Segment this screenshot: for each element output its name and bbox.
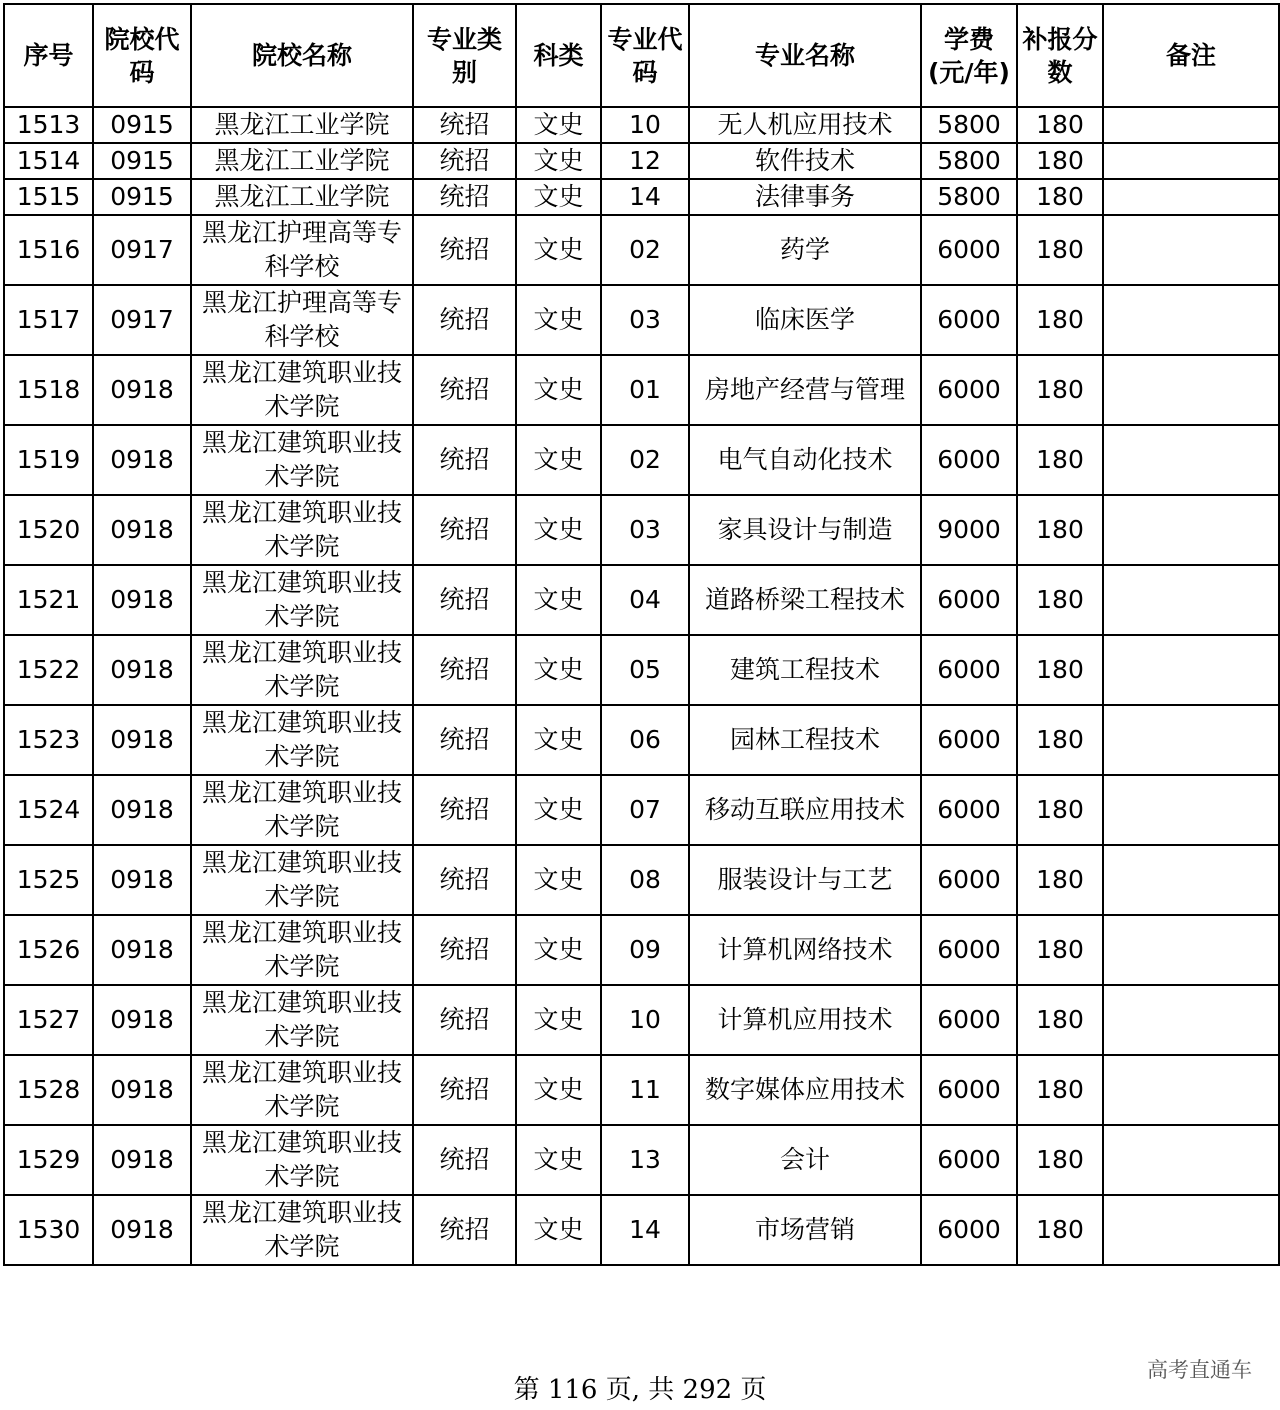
cell-major-type: 统招 — [413, 705, 516, 775]
cell-tuition: 6000 — [921, 1055, 1017, 1125]
cell-tuition: 6000 — [921, 425, 1017, 495]
cell-note — [1103, 565, 1279, 635]
cell-school-name: 黑龙江建筑职业技术学院 — [191, 495, 413, 565]
cell-tuition: 6000 — [921, 635, 1017, 705]
cell-major-code: 10 — [601, 985, 689, 1055]
cell-major-code: 04 — [601, 565, 689, 635]
cell-score: 180 — [1017, 179, 1103, 215]
admission-table — [3, 3, 1280, 1266]
cell-major-name: 道路桥梁工程技术 — [689, 565, 921, 635]
cell-major-code: 12 — [601, 143, 689, 179]
cell-score: 180 — [1017, 215, 1103, 285]
cell-seq: 1514 — [4, 143, 93, 179]
cell-major-type: 统招 — [413, 775, 516, 845]
cell-subject: 文史 — [516, 985, 601, 1055]
cell-tuition: 6000 — [921, 215, 1017, 285]
cell-major-name: 园林工程技术 — [689, 705, 921, 775]
cell-school-code: 0918 — [93, 705, 191, 775]
cell-major-type: 统招 — [413, 425, 516, 495]
cell-note — [1103, 355, 1279, 425]
cell-school-name: 黑龙江护理高等专科学校 — [191, 215, 413, 285]
watermark-text: 高考直通车 — [1147, 1358, 1252, 1382]
header-tuition: 学费(元/年) — [921, 4, 1017, 107]
cell-subject: 文史 — [516, 107, 601, 143]
cell-school-name: 黑龙江建筑职业技术学院 — [191, 705, 413, 775]
cell-major-code: 13 — [601, 1125, 689, 1195]
cell-note — [1103, 845, 1279, 915]
cell-note — [1103, 1125, 1279, 1195]
table-row — [4, 143, 1279, 179]
cell-school-code: 0918 — [93, 495, 191, 565]
table-row — [4, 1055, 1279, 1125]
table-row — [4, 1125, 1279, 1195]
cell-seq: 1513 — [4, 107, 93, 143]
cell-school-code: 0918 — [93, 845, 191, 915]
cell-tuition: 6000 — [921, 355, 1017, 425]
cell-seq: 1525 — [4, 845, 93, 915]
cell-school-code: 0917 — [93, 285, 191, 355]
cell-tuition: 6000 — [921, 915, 1017, 985]
cell-school-name: 黑龙江建筑职业技术学院 — [191, 915, 413, 985]
cell-major-code: 06 — [601, 705, 689, 775]
cell-tuition: 6000 — [921, 985, 1017, 1055]
cell-seq: 1523 — [4, 705, 93, 775]
cell-tuition: 6000 — [921, 285, 1017, 355]
cell-major-type: 统招 — [413, 845, 516, 915]
cell-major-type: 统招 — [413, 495, 516, 565]
cell-school-name: 黑龙江建筑职业技术学院 — [191, 425, 413, 495]
cell-school-code: 0918 — [93, 775, 191, 845]
cell-major-name: 会计 — [689, 1125, 921, 1195]
cell-note — [1103, 179, 1279, 215]
table-row — [4, 635, 1279, 705]
cell-subject: 文史 — [516, 215, 601, 285]
cell-major-code: 03 — [601, 285, 689, 355]
table-row — [4, 355, 1279, 425]
cell-school-name: 黑龙江建筑职业技术学院 — [191, 985, 413, 1055]
table-row — [4, 495, 1279, 565]
cell-school-name: 黑龙江工业学院 — [191, 107, 413, 143]
cell-school-code: 0915 — [93, 179, 191, 215]
cell-school-code: 0918 — [93, 635, 191, 705]
cell-score: 180 — [1017, 985, 1103, 1055]
cell-school-name: 黑龙江护理高等专科学校 — [191, 285, 413, 355]
cell-major-type: 统招 — [413, 179, 516, 215]
cell-school-code: 0915 — [93, 143, 191, 179]
cell-major-code: 14 — [601, 179, 689, 215]
cell-school-name: 黑龙江建筑职业技术学院 — [191, 565, 413, 635]
cell-major-type: 统招 — [413, 143, 516, 179]
cell-score: 180 — [1017, 143, 1103, 179]
cell-seq: 1530 — [4, 1195, 93, 1265]
cell-seq: 1521 — [4, 565, 93, 635]
cell-school-code: 0918 — [93, 985, 191, 1055]
cell-score: 180 — [1017, 1125, 1103, 1195]
cell-subject: 文史 — [516, 425, 601, 495]
cell-school-code: 0918 — [93, 1055, 191, 1125]
header-major-type: 专业类别 — [413, 4, 516, 107]
cell-tuition: 6000 — [921, 705, 1017, 775]
cell-major-type: 统招 — [413, 107, 516, 143]
cell-seq: 1520 — [4, 495, 93, 565]
cell-major-code: 01 — [601, 355, 689, 425]
cell-subject: 文史 — [516, 1125, 601, 1195]
cell-note — [1103, 1195, 1279, 1265]
cell-subject: 文史 — [516, 565, 601, 635]
cell-note — [1103, 985, 1279, 1055]
cell-major-name: 临床医学 — [689, 285, 921, 355]
cell-school-name: 黑龙江建筑职业技术学院 — [191, 1125, 413, 1195]
cell-note — [1103, 143, 1279, 179]
cell-score: 180 — [1017, 107, 1103, 143]
cell-major-type: 统招 — [413, 285, 516, 355]
header-note: 备注 — [1103, 4, 1279, 107]
cell-major-type: 统招 — [413, 215, 516, 285]
cell-tuition: 6000 — [921, 1125, 1017, 1195]
cell-subject: 文史 — [516, 915, 601, 985]
table-row — [4, 775, 1279, 845]
cell-seq: 1522 — [4, 635, 93, 705]
table-row — [4, 1195, 1279, 1265]
cell-school-name: 黑龙江建筑职业技术学院 — [191, 635, 413, 705]
cell-score: 180 — [1017, 355, 1103, 425]
cell-tuition: 6000 — [921, 565, 1017, 635]
header-seq: 序号 — [4, 4, 93, 107]
cell-score: 180 — [1017, 635, 1103, 705]
cell-tuition: 6000 — [921, 845, 1017, 915]
cell-major-name: 法律事务 — [689, 179, 921, 215]
cell-major-name: 电气自动化技术 — [689, 425, 921, 495]
cell-school-name: 黑龙江建筑职业技术学院 — [191, 1055, 413, 1125]
cell-school-name: 黑龙江工业学院 — [191, 143, 413, 179]
cell-subject: 文史 — [516, 179, 601, 215]
cell-score: 180 — [1017, 1055, 1103, 1125]
cell-subject: 文史 — [516, 1055, 601, 1125]
cell-seq: 1526 — [4, 915, 93, 985]
table-row — [4, 179, 1279, 215]
cell-major-name: 市场营销 — [689, 1195, 921, 1265]
cell-major-type: 统招 — [413, 1125, 516, 1195]
header-row — [4, 4, 1279, 107]
cell-major-type: 统招 — [413, 1195, 516, 1265]
cell-major-name: 药学 — [689, 215, 921, 285]
cell-subject: 文史 — [516, 705, 601, 775]
cell-subject: 文史 — [516, 285, 601, 355]
cell-school-name: 黑龙江建筑职业技术学院 — [191, 1195, 413, 1265]
cell-major-name: 服装设计与工艺 — [689, 845, 921, 915]
cell-school-name: 黑龙江工业学院 — [191, 179, 413, 215]
cell-note — [1103, 215, 1279, 285]
cell-major-code: 10 — [601, 107, 689, 143]
cell-note — [1103, 1055, 1279, 1125]
cell-major-type: 统招 — [413, 355, 516, 425]
cell-tuition: 9000 — [921, 495, 1017, 565]
cell-major-type: 统招 — [413, 985, 516, 1055]
cell-score: 180 — [1017, 915, 1103, 985]
cell-major-type: 统招 — [413, 565, 516, 635]
cell-major-name: 软件技术 — [689, 143, 921, 179]
header-subject: 科类 — [516, 4, 601, 107]
cell-school-code: 0918 — [93, 915, 191, 985]
cell-subject: 文史 — [516, 635, 601, 705]
cell-school-code: 0918 — [93, 425, 191, 495]
cell-subject: 文史 — [516, 845, 601, 915]
cell-major-code: 03 — [601, 495, 689, 565]
cell-score: 180 — [1017, 845, 1103, 915]
cell-note — [1103, 705, 1279, 775]
cell-seq: 1527 — [4, 985, 93, 1055]
table-row — [4, 915, 1279, 985]
cell-note — [1103, 107, 1279, 143]
cell-school-code: 0915 — [93, 107, 191, 143]
cell-tuition: 5800 — [921, 143, 1017, 179]
cell-major-code: 09 — [601, 915, 689, 985]
cell-school-code: 0918 — [93, 355, 191, 425]
cell-subject: 文史 — [516, 355, 601, 425]
cell-seq: 1524 — [4, 775, 93, 845]
cell-seq: 1529 — [4, 1125, 93, 1195]
cell-school-code: 0918 — [93, 1195, 191, 1265]
cell-subject: 文史 — [516, 143, 601, 179]
cell-major-name: 移动互联应用技术 — [689, 775, 921, 845]
page-footer: 第 116 页, 共 292 页 — [513, 1375, 767, 1405]
table-row — [4, 285, 1279, 355]
cell-major-code: 02 — [601, 425, 689, 495]
table-row — [4, 705, 1279, 775]
table-row — [4, 985, 1279, 1055]
cell-tuition: 5800 — [921, 179, 1017, 215]
header-major-name: 专业名称 — [689, 4, 921, 107]
table-row — [4, 565, 1279, 635]
cell-major-name: 建筑工程技术 — [689, 635, 921, 705]
cell-seq: 1528 — [4, 1055, 93, 1125]
cell-score: 180 — [1017, 705, 1103, 775]
cell-major-code: 07 — [601, 775, 689, 845]
cell-seq: 1518 — [4, 355, 93, 425]
cell-note — [1103, 495, 1279, 565]
cell-major-code: 14 — [601, 1195, 689, 1265]
cell-score: 180 — [1017, 1195, 1103, 1265]
cell-major-type: 统招 — [413, 915, 516, 985]
cell-note — [1103, 775, 1279, 845]
cell-major-name: 房地产经营与管理 — [689, 355, 921, 425]
cell-note — [1103, 915, 1279, 985]
cell-subject: 文史 — [516, 1195, 601, 1265]
table-row — [4, 215, 1279, 285]
cell-tuition: 5800 — [921, 107, 1017, 143]
cell-score: 180 — [1017, 775, 1103, 845]
cell-major-code: 02 — [601, 215, 689, 285]
table-row — [4, 425, 1279, 495]
cell-school-code: 0917 — [93, 215, 191, 285]
cell-seq: 1519 — [4, 425, 93, 495]
header-school-code: 院校代码 — [93, 4, 191, 107]
cell-tuition: 6000 — [921, 775, 1017, 845]
cell-tuition: 6000 — [921, 1195, 1017, 1265]
cell-major-name: 家具设计与制造 — [689, 495, 921, 565]
table-row — [4, 845, 1279, 915]
cell-score: 180 — [1017, 425, 1103, 495]
cell-note — [1103, 425, 1279, 495]
cell-seq: 1515 — [4, 179, 93, 215]
cell-major-name: 计算机应用技术 — [689, 985, 921, 1055]
cell-major-name: 数字媒体应用技术 — [689, 1055, 921, 1125]
cell-major-code: 05 — [601, 635, 689, 705]
cell-major-code: 08 — [601, 845, 689, 915]
header-school-name: 院校名称 — [191, 4, 413, 107]
cell-major-name: 无人机应用技术 — [689, 107, 921, 143]
cell-note — [1103, 285, 1279, 355]
cell-school-name: 黑龙江建筑职业技术学院 — [191, 355, 413, 425]
table-row — [4, 107, 1279, 143]
cell-school-name: 黑龙江建筑职业技术学院 — [191, 775, 413, 845]
header-major-code: 专业代码 — [601, 4, 689, 107]
cell-note — [1103, 635, 1279, 705]
cell-subject: 文史 — [516, 775, 601, 845]
cell-score: 180 — [1017, 285, 1103, 355]
cell-school-code: 0918 — [93, 1125, 191, 1195]
cell-major-type: 统招 — [413, 635, 516, 705]
cell-school-name: 黑龙江建筑职业技术学院 — [191, 845, 413, 915]
header-score: 补报分数 — [1017, 4, 1103, 107]
cell-seq: 1517 — [4, 285, 93, 355]
table-body — [4, 107, 1279, 1265]
cell-major-type: 统招 — [413, 1055, 516, 1125]
cell-score: 180 — [1017, 495, 1103, 565]
cell-school-code: 0918 — [93, 565, 191, 635]
cell-seq: 1516 — [4, 215, 93, 285]
cell-subject: 文史 — [516, 495, 601, 565]
cell-major-code: 11 — [601, 1055, 689, 1125]
cell-major-name: 计算机网络技术 — [689, 915, 921, 985]
cell-score: 180 — [1017, 565, 1103, 635]
